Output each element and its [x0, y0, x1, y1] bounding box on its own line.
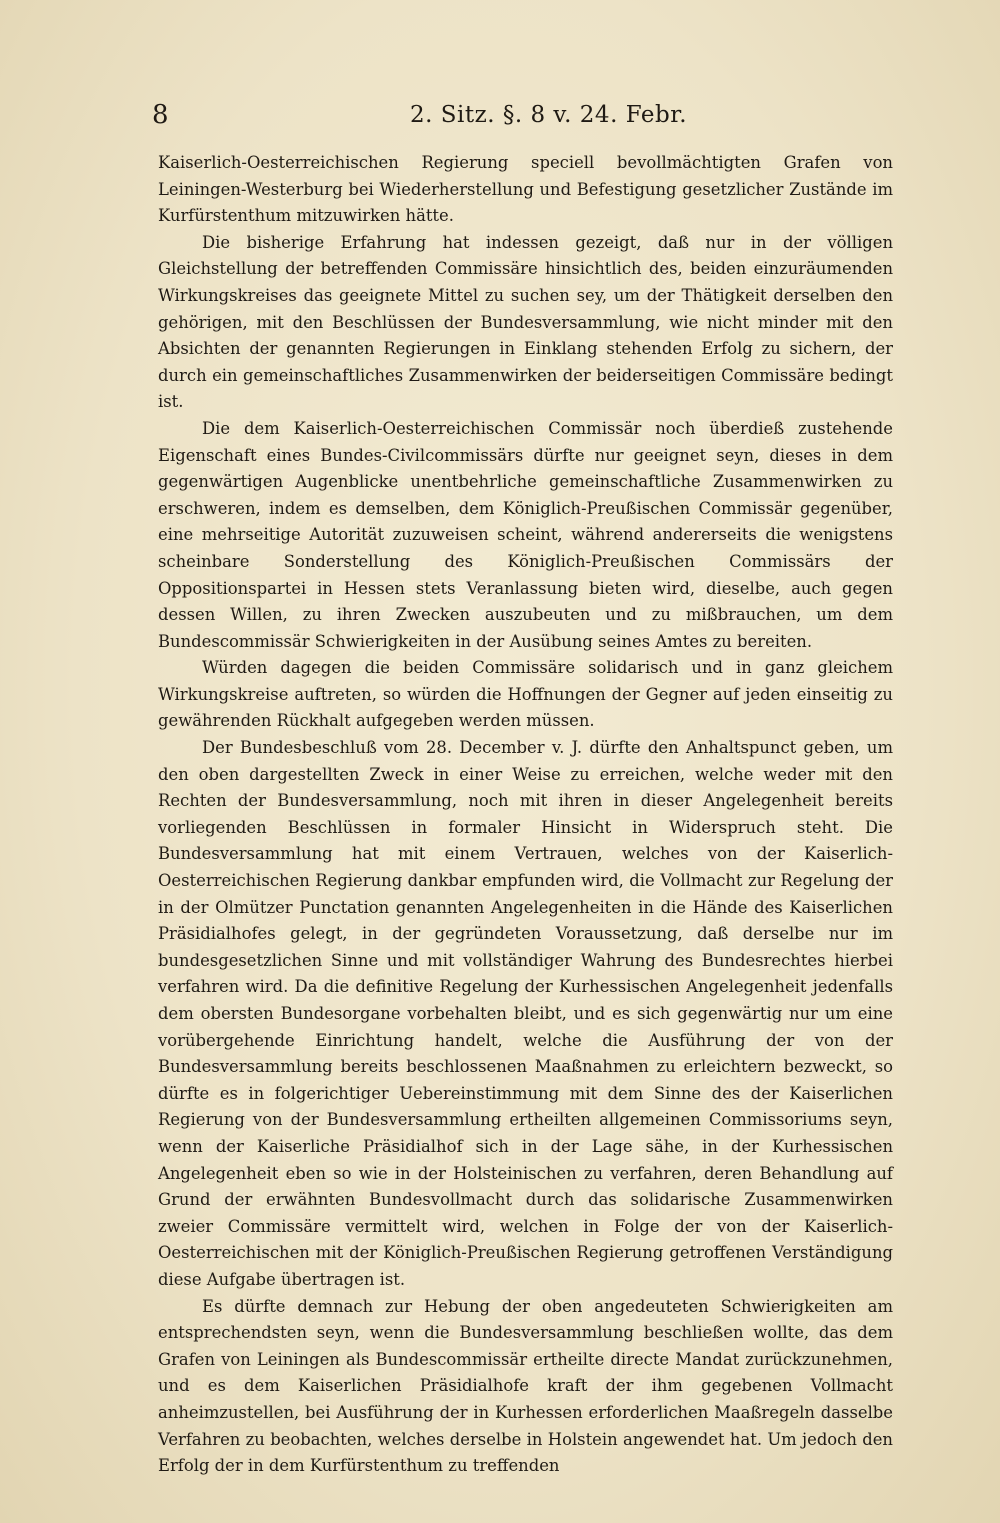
page-header [152, 100, 892, 140]
paragraph-continuation: Kaiserlich-Oesterreichischen Regierung speciell bevollmächtigten Grafen von Leiningen-Westerburg bei Wiederherstellung und Befestigung gesetzlicher Zustände im Kurfürstenthum mitzuwirken hätte. [158, 153, 893, 226]
paragraph: Es dürfte demnach zur Hebung der oben angedeuteten Schwierigkeiten am entsprechendsten seyn, wenn die Bundesversammlung beschließen wollte, das dem Grafen von Leiningen als Bundescommissär ertheilte directe Mandat zurückzunehmen, und es dem Kaiserlichen Präsidialhofe kraft der ihm gegebenen Vollmacht anheimzustellen, bei Ausführung der in Kurhessen erforderlichen Maaßregeln dasselbe Verfahren zu beobachten, welches derselbe in Holstein angewendet hat. Um jedoch den Erfolg der in dem Kurfürstenthum zu treffenden [158, 1296, 893, 1476]
body-text [158, 150, 893, 1480]
paragraph: Die dem Kaiserlich-Oesterreichischen Commissär noch überdieß zustehende Eigenschaft eines Bundes-Civilcommissärs dürfte nur geeignet seyn, dieses in dem gegenwärtigen Augenblicke unentbehrliche gemeinschaftliche Zusammenwirken zu erschweren, indem es demselben, dem Königlich-Preußischen Commissär gegenüber, eine mehrseitige Autorität zuzuweisen scheint, während andererseits die wenigstens scheinbare Sonderstellung des Königlich-Preußischen Commissärs der Oppositionspartei in Hessen stets Veranlassung bieten wird, dieselbe, auch gegen dessen Willen, zu ihren Zwecken auszubeuten und zu mißbrauchen, um dem Bundescommissär Schwierigkeiten in der Ausübung seines Amtes zu bereiten. [158, 418, 893, 651]
paragraph: Der Bundesbeschluß vom 28. December v. J. dürfte den Anhaltspunct geben, um den oben dargestellten Zweck in einer Weise zu erreichen, welche weder mit den Rechten der Bundesversammlung, noch mit ihren in dieser Angelegenheit bereits vorliegenden Beschlüssen in formaler Hinsicht in Widerspruch steht. Die Bundesversammlung hat mit einem Vertrauen, welches von der Kaiserlich-Oesterreichischen Regierung dankbar empfunden wird, die Vollmacht zur Regelung der in der Olmützer Punctation genannten Angelegenheiten in die Hände des Kaiserlichen Präsidialhofes gelegt, in der gegründeten Voraussetzung, daß derselbe nur im bundesgesetzlichen Sinne und mit vollständiger Wahrung des Bundesrechtes hierbei verfahren wird. Da die definitive Regelung der Kurhessischen Angelegenheit jedenfalls dem obersten Bundesorgane vorbehalten bleibt, und es sich gegenwärtig nur um eine vorübergehende Einrichtung handelt, welche die Ausführung der von der Bundesversammlung bereits beschlossenen Maaßnahmen zu erleichtern bezweckt, so dürfte es in folgerichtiger Uebereinstimmung mit dem Sinne des der Kaiserlichen Regierung von der Bundesversammlung ertheilten allgemeinen Commissoriums seyn, wenn der Kaiserliche Präsidialhof sich in der Lage sähe, in der Kurhessischen Angelegenheit eben so wie in der Holsteinischen zu verfahren, deren Behandlung auf Grund der erwähnten Bundesvollmacht durch das solidarische Zusammenwirken zweier Commissäre vermittelt wird, welchen in Folge der von der Kaiserlich-Oesterreichischen mit der Königlich-Preußischen Regierung getroffenen Verständigung diese Aufgabe übertragen ist. [158, 738, 893, 1289]
paragraph: Die bisherige Erfahrung hat indessen gezeigt, daß nur in der völligen Gleichstellung der betreffenden Commissäre hinsichtlich des, beiden einzuräumenden Wirkungskreises das geeignete Mittel zu suchen sey, um der Thätigkeit derselben den gehörigen, mit den Beschlüssen der Bundesversammlung, wie nicht minder mit den Absichten der genannten Regierungen in Einklang stehenden Erfolg zu sichern, der durch ein gemeinschaftliches Zusammenwirken der beiderseitigen Commissäre bedingt ist. [158, 232, 893, 412]
page-number: 8 [152, 100, 169, 130]
paragraph: Würden dagegen die beiden Commissäre solidarisch und in ganz gleichem Wirkungskreise auftreten, so würden die Hoffnungen der Gegner auf jeden einseitig zu gewährenden Rückhalt aufgegeben werden müssen. [158, 658, 893, 731]
running-head: 2. Sitz. §. 8 v. 24. Febr. [410, 102, 688, 128]
